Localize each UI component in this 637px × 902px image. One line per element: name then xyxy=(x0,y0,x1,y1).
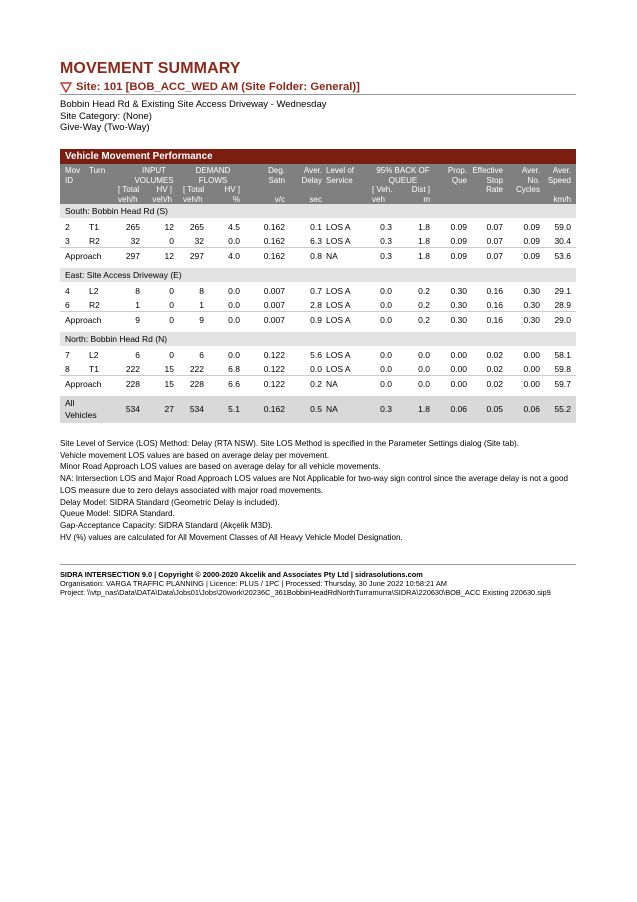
table-cell: 0.00 xyxy=(450,363,467,374)
table-cell: 0.3 xyxy=(380,222,392,232)
table-title: Vehicle Movement Performance xyxy=(60,149,576,164)
table-cell: LOS A xyxy=(326,286,351,296)
all-vehicles-row xyxy=(60,396,576,423)
table-body xyxy=(60,204,576,423)
table-cell: 6.3 xyxy=(310,235,322,246)
header-queue-veh: [ Veh. veh xyxy=(372,185,393,204)
note-item: NA: Intersection LOS and Major Road Approach LOS values are Not Applicable for two-way sign control since the average delay is not a good LOS measure due to zero delays associated with major road movements. xyxy=(60,474,568,495)
table-cell: 30.4 xyxy=(554,235,571,246)
table-cell: 29.0 xyxy=(554,315,571,325)
note-item: HV (%) values are calculated for All Movement Classes of All Heavy Vehicle Model Designation. xyxy=(60,532,403,542)
table-cell: 222 xyxy=(189,363,204,374)
table-cell: 0.02 xyxy=(486,363,503,374)
table-cell: 6 xyxy=(65,299,70,310)
header-prop-que: Prop. Que xyxy=(447,166,467,185)
header-input-hv: HV ] veh/h xyxy=(152,185,172,204)
table-cell: 265 xyxy=(125,222,140,232)
table-cell: L2 xyxy=(89,286,99,296)
note-item: Gap-Acceptance Capacity: SIDRA Standard (Akçelik M3D). xyxy=(60,520,273,530)
table-cell: LOS A xyxy=(326,222,351,232)
table-cell: Approach xyxy=(65,251,102,261)
table-cell: 0.30 xyxy=(523,315,540,325)
header-back-of-queue: 95% BACK OF QUEUE xyxy=(376,166,430,185)
note-item: Vehicle movement LOS values are based on average delay per movement. xyxy=(60,450,330,460)
table-cell: 7 xyxy=(65,350,70,360)
table-cell: 32 xyxy=(130,235,140,246)
table-cell: 0.0 xyxy=(228,286,240,296)
table-cell: 297 xyxy=(189,251,204,261)
table-cell: 0.09 xyxy=(450,235,467,246)
table-cell: 59.8 xyxy=(554,363,571,374)
vehicle-movement-table xyxy=(60,149,576,423)
table-cell: 0.0 xyxy=(228,315,240,325)
table-cell: 0.7 xyxy=(310,286,322,296)
table-cell: 0.0 xyxy=(380,315,392,325)
table-cell: 0.9 xyxy=(310,315,322,325)
header-aver-speed: Aver. Speed km/h xyxy=(547,166,571,204)
table-cell: 0.06 xyxy=(450,404,467,414)
table-cell: 534 xyxy=(125,404,140,414)
table-cell: 29.1 xyxy=(554,286,571,296)
table-cell: 55.2 xyxy=(554,404,571,414)
table-cell: 59.7 xyxy=(554,379,571,389)
table-cell: 1 xyxy=(199,299,204,310)
table-cell: 0.30 xyxy=(523,286,540,296)
table-cell: R2 xyxy=(89,299,100,310)
header-aver-cycles: Aver. No. Cycles xyxy=(515,166,540,194)
table-cell: 297 xyxy=(125,251,140,261)
table-cell: 15 xyxy=(164,363,174,374)
table-cell: T1 xyxy=(89,363,99,374)
table-cell: 0.30 xyxy=(523,299,540,310)
site-heading xyxy=(60,81,576,95)
table-cell: 6.6 xyxy=(228,379,240,389)
table-cell: 12 xyxy=(164,251,174,261)
table-cell: 228 xyxy=(189,379,204,389)
note-item: Delay Model: SIDRA Standard (Geometric Delay is included). xyxy=(60,497,280,507)
table-cell: 0.0 xyxy=(380,350,392,360)
site-meta xyxy=(60,99,326,134)
table-cell: 6.8 xyxy=(228,363,240,374)
table-cell: 0.00 xyxy=(450,350,467,360)
table-cell: 8 xyxy=(199,286,204,296)
table-cell: LOS A xyxy=(326,235,351,246)
table-cell: 0.0 xyxy=(418,350,430,360)
table-cell: 5.1 xyxy=(228,404,240,414)
table-cell: 6 xyxy=(199,350,204,360)
footer xyxy=(60,564,576,598)
table-cell: 2 xyxy=(65,222,70,232)
table-cell: NA xyxy=(326,404,338,414)
table-cell: 0.16 xyxy=(486,299,503,310)
header-queue-dist: Dist ] m xyxy=(411,185,430,204)
table-cell: 0.2 xyxy=(418,299,430,310)
header-level-of-service: Level of Service xyxy=(326,166,355,185)
table-cell: 0.0 xyxy=(310,363,322,374)
table-cell: 0.09 xyxy=(523,251,540,261)
header-input-total: [ Total veh/h xyxy=(118,185,140,204)
table-cell: 0.0 xyxy=(380,299,392,310)
table-cell: 0 xyxy=(169,286,174,296)
table-row xyxy=(60,234,576,248)
table-cell: 28.9 xyxy=(554,299,571,310)
table-cell: LOS A xyxy=(326,350,351,360)
table-cell: 0.07 xyxy=(486,251,503,261)
table-cell: 0.3 xyxy=(380,251,392,261)
header-mov-id: Mov ID xyxy=(65,166,81,185)
table-cell: 3 xyxy=(65,235,70,246)
header-effective-stop-rate: Effective Stop Rate xyxy=(472,166,503,194)
table-cell: LOS A xyxy=(326,363,351,374)
table-cell: 0.02 xyxy=(486,350,503,360)
header-input-volumes: INPUT VOLUMES xyxy=(134,166,174,185)
table-cell: 0.30 xyxy=(450,286,467,296)
table-cell: 0.122 xyxy=(263,363,285,374)
table-cell: 0.0 xyxy=(380,363,392,374)
table-cell: 0.07 xyxy=(486,235,503,246)
table-cell: 0.06 xyxy=(523,404,540,414)
page-title: MOVEMENT SUMMARY xyxy=(60,60,241,77)
table-cell: Approach xyxy=(65,315,102,325)
table-cell: 27 xyxy=(164,404,174,414)
table-cell: 32 xyxy=(194,235,204,246)
note-item: Minor Road Approach LOS values are based on average delay for all vehicle movements. xyxy=(60,462,381,472)
table-cell: 0.1 xyxy=(310,222,322,232)
table-cell: 0.09 xyxy=(450,222,467,232)
table-cell: 1.8 xyxy=(418,235,430,246)
table-cell: 0.00 xyxy=(523,350,540,360)
header-aver-delay: Aver. Delay sec xyxy=(301,166,322,204)
table-cell: 0.2 xyxy=(418,286,430,296)
table-cell: 0.0 xyxy=(418,379,430,389)
site-description: Bobbin Head Rd & Existing Site Access Driveway - Wednesday xyxy=(60,99,327,110)
note-item: Site Level of Service (LOS) Method: Delay (RTA NSW). Site LOS Method is specified in the Parameter Settings dialog (Site tab). xyxy=(60,439,519,448)
table-cell: NA xyxy=(326,251,338,261)
table-cell: 6 xyxy=(135,350,140,360)
table-cell: 0.09 xyxy=(523,222,540,232)
table-cell: 59.0 xyxy=(554,222,571,232)
table-cell: 4.0 xyxy=(228,251,240,261)
table-cell: 1 xyxy=(135,299,140,310)
table-cell: Approach xyxy=(65,379,102,389)
approach-row xyxy=(60,311,576,328)
table-cell: 0.0 xyxy=(228,235,240,246)
site-control: Give-Way (Two-Way) xyxy=(60,122,150,134)
footer-copyright: SIDRA INTERSECTION 9.0 | Copyright © 2000-2020 Akcelik and Associates Pty Ltd | sidrasolutions.com xyxy=(60,570,423,579)
table-cell: 9 xyxy=(199,315,204,325)
table-cell: 0.2 xyxy=(418,315,430,325)
notes xyxy=(60,438,580,543)
table-cell: 0.8 xyxy=(310,251,322,261)
table-cell: 0.09 xyxy=(523,235,540,246)
footer-project: Project: \\vtp_nas\Data\DATA\Data\Jobs01\Jobs\20work\20236C_361BobbinHeadRdNorthTurramurra\SIDRA\220630\BOB_ACC Existing 220630.sip9 xyxy=(60,588,551,598)
table-cell: 0.0 xyxy=(228,350,240,360)
table-cell: 265 xyxy=(189,222,204,232)
table-row xyxy=(60,348,576,362)
table-cell: NA xyxy=(326,379,338,389)
table-cell: LOS A xyxy=(326,315,351,325)
table-cell: 15 xyxy=(164,379,174,389)
approach-group-heading: North: Bobbin Head Rd (N) xyxy=(60,332,576,346)
header-demand-hv: HV ] % xyxy=(224,185,240,204)
table-cell: L2 xyxy=(89,350,99,360)
header-deg-satn: Deg. Satn v/c xyxy=(268,166,285,204)
site-heading-text: Site: 101 [BOB_ACC_WED AM (Site Folder: General)] xyxy=(76,81,360,93)
table-cell: 0.3 xyxy=(380,404,392,414)
table-cell: 1.8 xyxy=(418,404,430,414)
table-cell: 0.05 xyxy=(486,404,503,414)
approach-row xyxy=(60,247,576,264)
table-cell: 0.00 xyxy=(523,363,540,374)
table-cell: 2.8 xyxy=(310,299,322,310)
table-cell: 0.00 xyxy=(450,379,467,389)
table-cell: 0.02 xyxy=(486,379,503,389)
table-cell: 53.6 xyxy=(554,251,571,261)
table-cell: 0.16 xyxy=(486,315,503,325)
table-cell: 0.30 xyxy=(450,315,467,325)
table-cell: 0.16 xyxy=(486,286,503,296)
table-cell: 0.162 xyxy=(263,235,285,246)
table-header xyxy=(60,164,576,204)
table-cell: T1 xyxy=(89,222,99,232)
table-cell: 0.007 xyxy=(263,299,285,310)
table-cell: 0 xyxy=(169,299,174,310)
table-cell: 0 xyxy=(169,315,174,325)
table-cell: 0.30 xyxy=(450,299,467,310)
approach-group-heading: East: Site Access Driveway (E) xyxy=(60,268,576,282)
table-cell: 9 xyxy=(135,315,140,325)
table-cell: 5.6 xyxy=(310,350,322,360)
table-cell: LOS A xyxy=(326,299,351,310)
table-cell: 0.122 xyxy=(263,379,285,389)
table-cell: 4 xyxy=(65,286,70,296)
table-cell: 0.2 xyxy=(310,379,322,389)
table-cell: 8 xyxy=(135,286,140,296)
table-cell: 4.5 xyxy=(228,222,240,232)
approach-group-heading: South: Bobbin Head Rd (S) xyxy=(60,204,576,218)
note-item: Queue Model: SIDRA Standard. xyxy=(60,509,175,519)
table-cell: 0.0 xyxy=(228,299,240,310)
table-cell: 0 xyxy=(169,235,174,246)
table-cell: All Vehicles xyxy=(65,398,97,420)
header-demand-flows: DEMAND FLOWS xyxy=(195,166,231,185)
table-cell: 0.162 xyxy=(263,404,285,414)
table-cell: 0 xyxy=(169,350,174,360)
approach-row xyxy=(60,375,576,392)
table-cell: 0.3 xyxy=(380,235,392,246)
table-cell: 1.8 xyxy=(418,222,430,232)
table-cell: 1.8 xyxy=(418,251,430,261)
footer-organisation: Organisation: VARGA TRAFFIC PLANNING | Licence: PLUS / 1PC | Processed: Thursday, 30 June 2022 10:58:21 AM xyxy=(60,579,447,589)
table-cell: 222 xyxy=(125,363,140,374)
table-cell: 58.1 xyxy=(554,350,571,360)
table-cell: R2 xyxy=(89,235,100,246)
header-turn: Turn xyxy=(89,166,106,175)
table-cell: 534 xyxy=(189,404,204,414)
table-row xyxy=(60,284,576,298)
table-cell: 0.0 xyxy=(380,379,392,389)
table-cell: 0.122 xyxy=(263,350,285,360)
table-cell: 0.09 xyxy=(450,251,467,261)
table-row xyxy=(60,362,576,376)
give-way-triangle-icon xyxy=(60,82,72,93)
site-category: Site Category: (None) xyxy=(60,110,152,122)
table-cell: 8 xyxy=(65,363,70,374)
table-cell: 228 xyxy=(125,379,140,389)
table-cell: 0.07 xyxy=(486,222,503,232)
table-cell: 0.00 xyxy=(523,379,540,389)
table-cell: 0.007 xyxy=(263,315,285,325)
header-demand-total: [ Total veh/h xyxy=(183,185,205,204)
table-cell: 0.007 xyxy=(263,286,285,296)
table-row xyxy=(60,220,576,234)
table-cell: 0.162 xyxy=(263,222,285,232)
table-cell: 0.162 xyxy=(263,251,285,261)
table-cell: 0.0 xyxy=(380,286,392,296)
table-cell: 0.0 xyxy=(418,363,430,374)
table-row xyxy=(60,298,576,312)
table-cell: 12 xyxy=(164,222,174,232)
table-cell: 0.5 xyxy=(310,404,322,414)
